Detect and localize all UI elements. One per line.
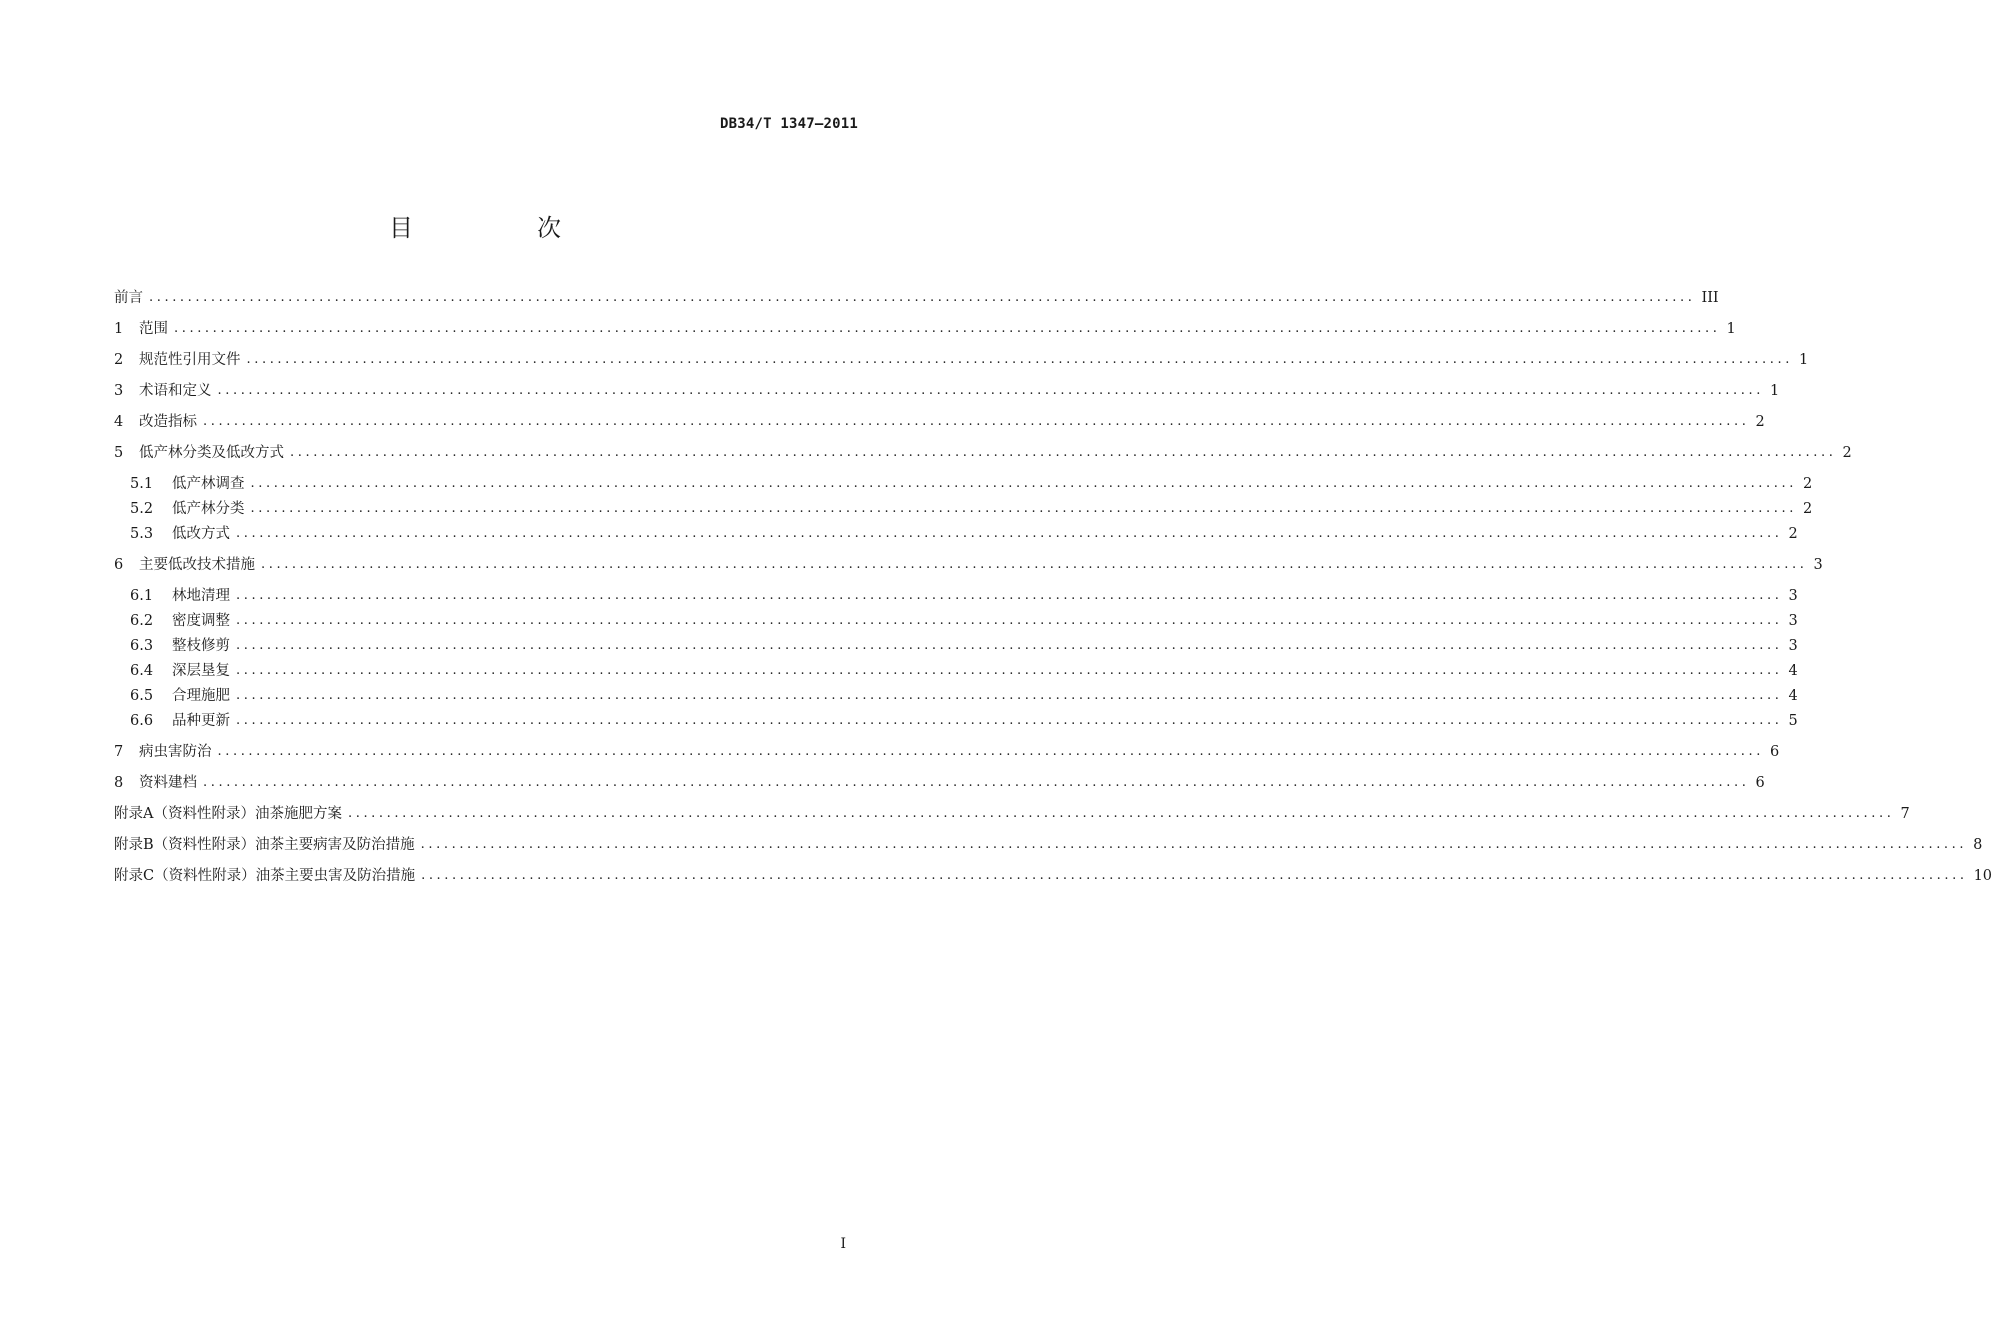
toc-leader-dots: ........................................................................................................................................................................................................: [236, 663, 1783, 678]
toc-entry[interactable]: [130, 661, 1798, 681]
toc-leader-dots: ........................................................................................................................................................................................................: [217, 383, 1764, 398]
toc-leader-dots: ........................................................................................................................................................................................................: [250, 476, 1797, 491]
toc-entry-number: 2: [114, 352, 124, 368]
toc-entry-label: 附录C（资料性附录）: [114, 868, 256, 884]
toc-leader-dots: ........................................................................................................................................................................................................: [421, 868, 1968, 883]
toc-entry[interactable]: [130, 524, 1798, 544]
toc-leader-dots: ........................................................................................................................................................................................................: [246, 352, 1793, 367]
toc-entry-number: 6.1: [130, 588, 154, 604]
toc-leader-dots: ........................................................................................................................................................................................................: [174, 321, 1721, 336]
toc-entry-number: 6.3: [130, 638, 154, 654]
toc-entry-number: 3: [114, 383, 124, 399]
toc-entry-page: 3: [1788, 588, 1798, 604]
toc-entry[interactable]: [130, 711, 1798, 731]
toc-entry-label: 附录B（资料性附录）: [114, 837, 256, 853]
toc-entry[interactable]: [114, 804, 1910, 824]
toc-entry[interactable]: [114, 288, 1719, 308]
toc-leader-dots: ........................................................................................................................................................................................................: [236, 613, 1783, 628]
toc-leader-dots: ........................................................................................................................................................................................................: [250, 501, 1797, 516]
toc-leader-dots: ........................................................................................................................................................................................................: [149, 290, 1696, 305]
toc-entry-label: 合理施肥: [172, 688, 230, 704]
toc-entry[interactable]: [130, 686, 1798, 706]
toc-leader-dots: ........................................................................................................................................................................................................: [203, 775, 1750, 790]
toc-entry-label: 病虫害防治: [139, 744, 212, 760]
toc-entry[interactable]: [114, 773, 1765, 793]
toc-leader-dots: ........................................................................................................................................................................................................: [261, 557, 1808, 572]
toc-entry[interactable]: [114, 866, 1992, 886]
toc-entry-page: 2: [1802, 476, 1813, 492]
toc-entry-number: 4: [114, 414, 124, 430]
toc-entry-page: 3: [1788, 613, 1798, 629]
toc-entry-number: 7: [114, 744, 124, 760]
toc-leader-dots: ........................................................................................................................................................................................................: [236, 713, 1783, 728]
toc-entry-page: 2: [1788, 526, 1798, 542]
toc-entry[interactable]: [114, 350, 1809, 370]
toc-leader-dots: ........................................................................................................................................................................................................: [236, 688, 1783, 703]
toc-entry-label: 密度调整: [172, 613, 230, 629]
toc-entry-page: III: [1701, 290, 1719, 306]
toc-leader-dots: ........................................................................................................................................................................................................: [236, 588, 1783, 603]
toc-entry[interactable]: [114, 412, 1765, 432]
toc-entry[interactable]: [114, 319, 1736, 339]
toc-entry-label: 林地清理: [172, 588, 230, 604]
toc-leader-dots: ........................................................................................................................................................................................................: [236, 638, 1783, 653]
toc-entry-label: 附录A（资料性附录）: [114, 806, 255, 822]
toc-entry-label: 主要低改技术措施: [139, 557, 255, 573]
toc-entry-page: 1: [1769, 383, 1780, 399]
toc-leader-dots: ........................................................................................................................................................................................................: [236, 526, 1783, 541]
toc-leader-dots: ........................................................................................................................................................................................................: [290, 445, 1837, 460]
toc-entry-label: 改造指标: [139, 414, 197, 430]
toc-entry-label: 低产林调查: [172, 476, 245, 492]
page-title: 目 次: [389, 214, 611, 242]
toc-entry-page: 2: [1802, 501, 1813, 517]
toc-entry-label: 范围: [139, 321, 168, 337]
toc-leader-dots: ........................................................................................................................................................................................................: [217, 744, 1764, 759]
toc-entry-label: 整枝修剪: [172, 638, 230, 654]
toc-entry-label: 低产林分类: [172, 501, 245, 517]
page-folio: I: [840, 1236, 846, 1252]
toc-entry[interactable]: [114, 443, 1852, 463]
toc-entry-page: 3: [1788, 638, 1798, 654]
toc-entry-label: 资料建档: [139, 775, 197, 791]
toc-entry-number: 5.3: [130, 526, 154, 542]
toc-entry-page: 1: [1726, 321, 1736, 337]
toc-entry-label: 深层垦复: [172, 663, 230, 679]
toc-entry-page: 6: [1769, 744, 1780, 760]
toc-entry-page: 7: [1900, 806, 1910, 822]
toc-entry-page: 3: [1813, 557, 1823, 573]
toc-entry-number: 6.4: [130, 663, 154, 679]
toc-entry[interactable]: [130, 636, 1798, 656]
toc-entry-page: 4: [1788, 688, 1798, 704]
toc-entry-annex-title: 油茶主要病害及防治措施: [255, 837, 415, 853]
toc-entry-number: 1: [114, 321, 124, 337]
toc-entry-page: 4: [1788, 663, 1798, 679]
toc-entry-page: 6: [1755, 775, 1765, 791]
toc-entry[interactable]: [130, 499, 1813, 519]
toc-entry[interactable]: [130, 611, 1798, 631]
toc-entry[interactable]: [114, 381, 1780, 401]
toc-entry-number: 5.2: [130, 501, 154, 517]
toc-entry-page: 5: [1788, 713, 1798, 729]
toc-entry-number: 8: [114, 775, 124, 791]
toc-entry-number: 5.1: [130, 476, 154, 492]
toc-entry-number: 6: [114, 557, 124, 573]
toc-entry-page: 8: [1973, 837, 1983, 853]
toc-entry-number: 6.6: [130, 713, 154, 729]
toc-leader-dots: ........................................................................................................................................................................................................: [347, 806, 1895, 821]
toc-entry-page: 1: [1798, 352, 1809, 368]
toc-entry[interactable]: [130, 586, 1798, 606]
toc-entry-annex-title: 油茶主要虫害及防治措施: [255, 868, 416, 884]
toc-entry[interactable]: [114, 555, 1823, 575]
toc-entry-number: 5: [114, 445, 124, 461]
toc-leader-dots: ........................................................................................................................................................................................................: [420, 837, 1968, 852]
toc-entry-label: 术语和定义: [139, 383, 212, 399]
toc-entry-number: 6.5: [130, 688, 154, 704]
toc-entry-page: 10: [1973, 868, 1992, 884]
toc-leader-dots: ........................................................................................................................................................................................................: [203, 414, 1750, 429]
toc-entry-page: 2: [1842, 445, 1852, 461]
toc-entry-label: 低改方式: [172, 526, 230, 542]
toc-entry-page: 2: [1755, 414, 1765, 430]
toc-entry-label: 品种更新: [172, 713, 230, 729]
toc-entry-number: 6.2: [130, 613, 154, 629]
toc-entry-label: 低产林分类及低改方式: [139, 445, 284, 461]
toc-entry[interactable]: [114, 835, 1983, 855]
toc-entry-label: 规范性引用文件: [139, 352, 241, 368]
toc-entry[interactable]: [114, 742, 1780, 762]
document-code: DB34/T 1347—2011: [719, 116, 858, 132]
toc-entry[interactable]: [130, 474, 1813, 494]
toc-entry-label: 前言: [114, 290, 143, 306]
toc-entry-annex-title: 油茶施肥方案: [254, 806, 342, 822]
